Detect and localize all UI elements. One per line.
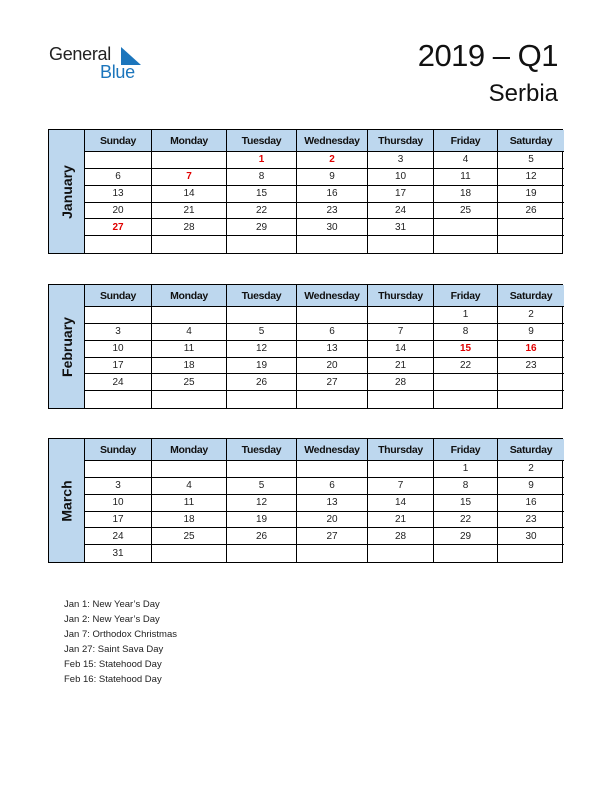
day-cell: 5 bbox=[227, 478, 297, 495]
weekday-header: Monday bbox=[152, 439, 227, 461]
day-cell: 15 bbox=[434, 495, 498, 512]
day-cell: 26 bbox=[227, 374, 297, 391]
month-label bbox=[49, 130, 85, 253]
day-cell: 28 bbox=[152, 219, 227, 236]
day-cell bbox=[297, 391, 368, 408]
day-cell: 11 bbox=[152, 341, 227, 358]
holiday-item: Feb 15: Statehood Day bbox=[64, 659, 162, 670]
day-cell: 12 bbox=[227, 341, 297, 358]
day-cell: 31 bbox=[368, 219, 434, 236]
month-table-february bbox=[48, 284, 563, 409]
day-cell bbox=[368, 236, 434, 253]
day-cell: 26 bbox=[498, 203, 564, 220]
month-label bbox=[49, 285, 85, 408]
weekday-header: Monday bbox=[152, 285, 227, 307]
month-name: January bbox=[58, 164, 75, 219]
day-cell: 8 bbox=[434, 324, 498, 341]
day-cell: 25 bbox=[152, 528, 227, 545]
holiday-item: Jan 27: Saint Sava Day bbox=[64, 644, 164, 655]
month-table-january bbox=[48, 129, 563, 254]
day-cell: 9 bbox=[498, 324, 564, 341]
logo bbox=[49, 44, 159, 84]
day-cell: 18 bbox=[152, 358, 227, 375]
calendar-grid bbox=[85, 130, 564, 253]
day-cell: 7 bbox=[368, 324, 434, 341]
logo-text-general: General bbox=[49, 44, 111, 64]
day-cell: 2 bbox=[498, 461, 564, 478]
day-cell: 3 bbox=[85, 478, 152, 495]
day-cell bbox=[85, 461, 152, 478]
day-cell: 22 bbox=[434, 512, 498, 529]
day-cell: 27 bbox=[297, 374, 368, 391]
holiday-item: Jan 1: New Year’s Day bbox=[64, 599, 160, 610]
day-cell bbox=[297, 545, 368, 562]
day-cell bbox=[498, 545, 564, 562]
day-cell: 15 bbox=[227, 186, 297, 203]
day-cell: 22 bbox=[227, 203, 297, 220]
day-cell: 4 bbox=[434, 152, 498, 169]
day-cell: 1 bbox=[434, 461, 498, 478]
day-cell: 28 bbox=[368, 374, 434, 391]
day-cell: 1 bbox=[227, 152, 297, 169]
day-cell bbox=[227, 307, 297, 324]
weekday-header: Sunday bbox=[85, 285, 152, 307]
day-cell: 8 bbox=[227, 169, 297, 186]
day-cell: 25 bbox=[152, 374, 227, 391]
weekday-header: Tuesday bbox=[227, 439, 297, 461]
weekday-header: Sunday bbox=[85, 439, 152, 461]
month-name: February bbox=[58, 316, 75, 377]
calendar-grid bbox=[85, 285, 564, 408]
day-cell bbox=[434, 545, 498, 562]
day-cell: 24 bbox=[85, 528, 152, 545]
day-cell bbox=[297, 236, 368, 253]
month-label bbox=[49, 439, 85, 562]
day-cell bbox=[297, 307, 368, 324]
day-cell bbox=[152, 152, 227, 169]
day-cell: 17 bbox=[85, 512, 152, 529]
day-cell bbox=[152, 391, 227, 408]
day-cell bbox=[85, 391, 152, 408]
day-cell bbox=[85, 152, 152, 169]
day-cell: 23 bbox=[498, 512, 564, 529]
day-cell: 19 bbox=[227, 358, 297, 375]
day-cell: 18 bbox=[152, 512, 227, 529]
day-cell: 21 bbox=[368, 512, 434, 529]
day-cell bbox=[368, 461, 434, 478]
day-cell: 26 bbox=[227, 528, 297, 545]
day-cell bbox=[152, 236, 227, 253]
weekday-header: Thursday bbox=[368, 285, 434, 307]
weekday-header: Wednesday bbox=[297, 439, 368, 461]
holiday-item: Jan 7: Orthodox Christmas bbox=[64, 629, 177, 640]
holiday-item: Jan 2: New Year’s Day bbox=[64, 614, 160, 625]
day-cell: 7 bbox=[152, 169, 227, 186]
day-cell: 27 bbox=[297, 528, 368, 545]
day-cell: 14 bbox=[368, 341, 434, 358]
day-cell: 16 bbox=[498, 341, 564, 358]
day-cell bbox=[152, 307, 227, 324]
day-cell bbox=[152, 545, 227, 562]
day-cell: 10 bbox=[85, 341, 152, 358]
day-cell: 5 bbox=[227, 324, 297, 341]
day-cell: 6 bbox=[85, 169, 152, 186]
day-cell: 2 bbox=[498, 307, 564, 324]
day-cell bbox=[368, 307, 434, 324]
day-cell: 29 bbox=[434, 528, 498, 545]
weekday-header: Saturday bbox=[498, 285, 564, 307]
day-cell: 5 bbox=[498, 152, 564, 169]
day-cell: 9 bbox=[297, 169, 368, 186]
day-cell: 16 bbox=[297, 186, 368, 203]
day-cell: 19 bbox=[498, 186, 564, 203]
day-cell bbox=[85, 236, 152, 253]
weekday-header: Sunday bbox=[85, 130, 152, 152]
calendar-grid bbox=[85, 439, 564, 562]
day-cell: 19 bbox=[227, 512, 297, 529]
day-cell: 20 bbox=[85, 203, 152, 220]
day-cell: 2 bbox=[297, 152, 368, 169]
day-cell: 14 bbox=[152, 186, 227, 203]
day-cell: 4 bbox=[152, 478, 227, 495]
day-cell: 31 bbox=[85, 545, 152, 562]
weekday-header: Friday bbox=[434, 130, 498, 152]
day-cell: 12 bbox=[227, 495, 297, 512]
logo-text-blue: Blue bbox=[100, 62, 135, 82]
day-cell bbox=[498, 374, 564, 391]
month-name: March bbox=[58, 479, 75, 522]
country-name: Serbia bbox=[488, 80, 558, 107]
day-cell: 10 bbox=[85, 495, 152, 512]
day-cell: 11 bbox=[152, 495, 227, 512]
day-cell: 20 bbox=[297, 358, 368, 375]
weekday-header: Wednesday bbox=[297, 285, 368, 307]
weekday-header: Friday bbox=[434, 285, 498, 307]
day-cell bbox=[434, 219, 498, 236]
day-cell bbox=[227, 236, 297, 253]
day-cell: 16 bbox=[498, 495, 564, 512]
day-cell: 14 bbox=[368, 495, 434, 512]
day-cell: 6 bbox=[297, 324, 368, 341]
day-cell bbox=[227, 461, 297, 478]
day-cell: 9 bbox=[498, 478, 564, 495]
holiday-list bbox=[64, 597, 177, 687]
weekday-header: Thursday bbox=[368, 130, 434, 152]
day-cell bbox=[498, 219, 564, 236]
day-cell bbox=[368, 545, 434, 562]
day-cell: 21 bbox=[152, 203, 227, 220]
day-cell: 10 bbox=[368, 169, 434, 186]
day-cell: 1 bbox=[434, 307, 498, 324]
day-cell bbox=[227, 545, 297, 562]
day-cell: 24 bbox=[368, 203, 434, 220]
day-cell bbox=[85, 307, 152, 324]
day-cell bbox=[434, 391, 498, 408]
day-cell: 18 bbox=[434, 186, 498, 203]
day-cell: 15 bbox=[434, 341, 498, 358]
weekday-header: Thursday bbox=[368, 439, 434, 461]
day-cell: 13 bbox=[297, 341, 368, 358]
weekday-header: Saturday bbox=[498, 130, 564, 152]
day-cell: 17 bbox=[85, 358, 152, 375]
day-cell: 30 bbox=[498, 528, 564, 545]
day-cell: 13 bbox=[85, 186, 152, 203]
day-cell: 7 bbox=[368, 478, 434, 495]
page-title: 2019 – Q1 bbox=[417, 38, 558, 73]
day-cell: 25 bbox=[434, 203, 498, 220]
day-cell: 12 bbox=[498, 169, 564, 186]
day-cell bbox=[498, 391, 564, 408]
weekday-header: Tuesday bbox=[227, 130, 297, 152]
day-cell bbox=[368, 391, 434, 408]
weekday-header: Friday bbox=[434, 439, 498, 461]
day-cell: 20 bbox=[297, 512, 368, 529]
day-cell bbox=[434, 236, 498, 253]
weekday-header: Wednesday bbox=[297, 130, 368, 152]
day-cell: 4 bbox=[152, 324, 227, 341]
day-cell: 11 bbox=[434, 169, 498, 186]
weekday-header: Saturday bbox=[498, 439, 564, 461]
day-cell: 21 bbox=[368, 358, 434, 375]
weekday-header: Tuesday bbox=[227, 285, 297, 307]
month-table-march bbox=[48, 438, 563, 563]
day-cell bbox=[297, 461, 368, 478]
holiday-item: Feb 16: Statehood Day bbox=[64, 674, 162, 685]
day-cell bbox=[498, 236, 564, 253]
day-cell: 23 bbox=[297, 203, 368, 220]
weekday-header: Monday bbox=[152, 130, 227, 152]
day-cell: 22 bbox=[434, 358, 498, 375]
day-cell: 27 bbox=[85, 219, 152, 236]
day-cell: 3 bbox=[85, 324, 152, 341]
day-cell: 3 bbox=[368, 152, 434, 169]
day-cell: 29 bbox=[227, 219, 297, 236]
day-cell: 13 bbox=[297, 495, 368, 512]
day-cell: 24 bbox=[85, 374, 152, 391]
day-cell: 23 bbox=[498, 358, 564, 375]
day-cell bbox=[152, 461, 227, 478]
day-cell: 6 bbox=[297, 478, 368, 495]
day-cell: 17 bbox=[368, 186, 434, 203]
day-cell bbox=[227, 391, 297, 408]
day-cell: 30 bbox=[297, 219, 368, 236]
day-cell bbox=[434, 374, 498, 391]
day-cell: 8 bbox=[434, 478, 498, 495]
day-cell: 28 bbox=[368, 528, 434, 545]
